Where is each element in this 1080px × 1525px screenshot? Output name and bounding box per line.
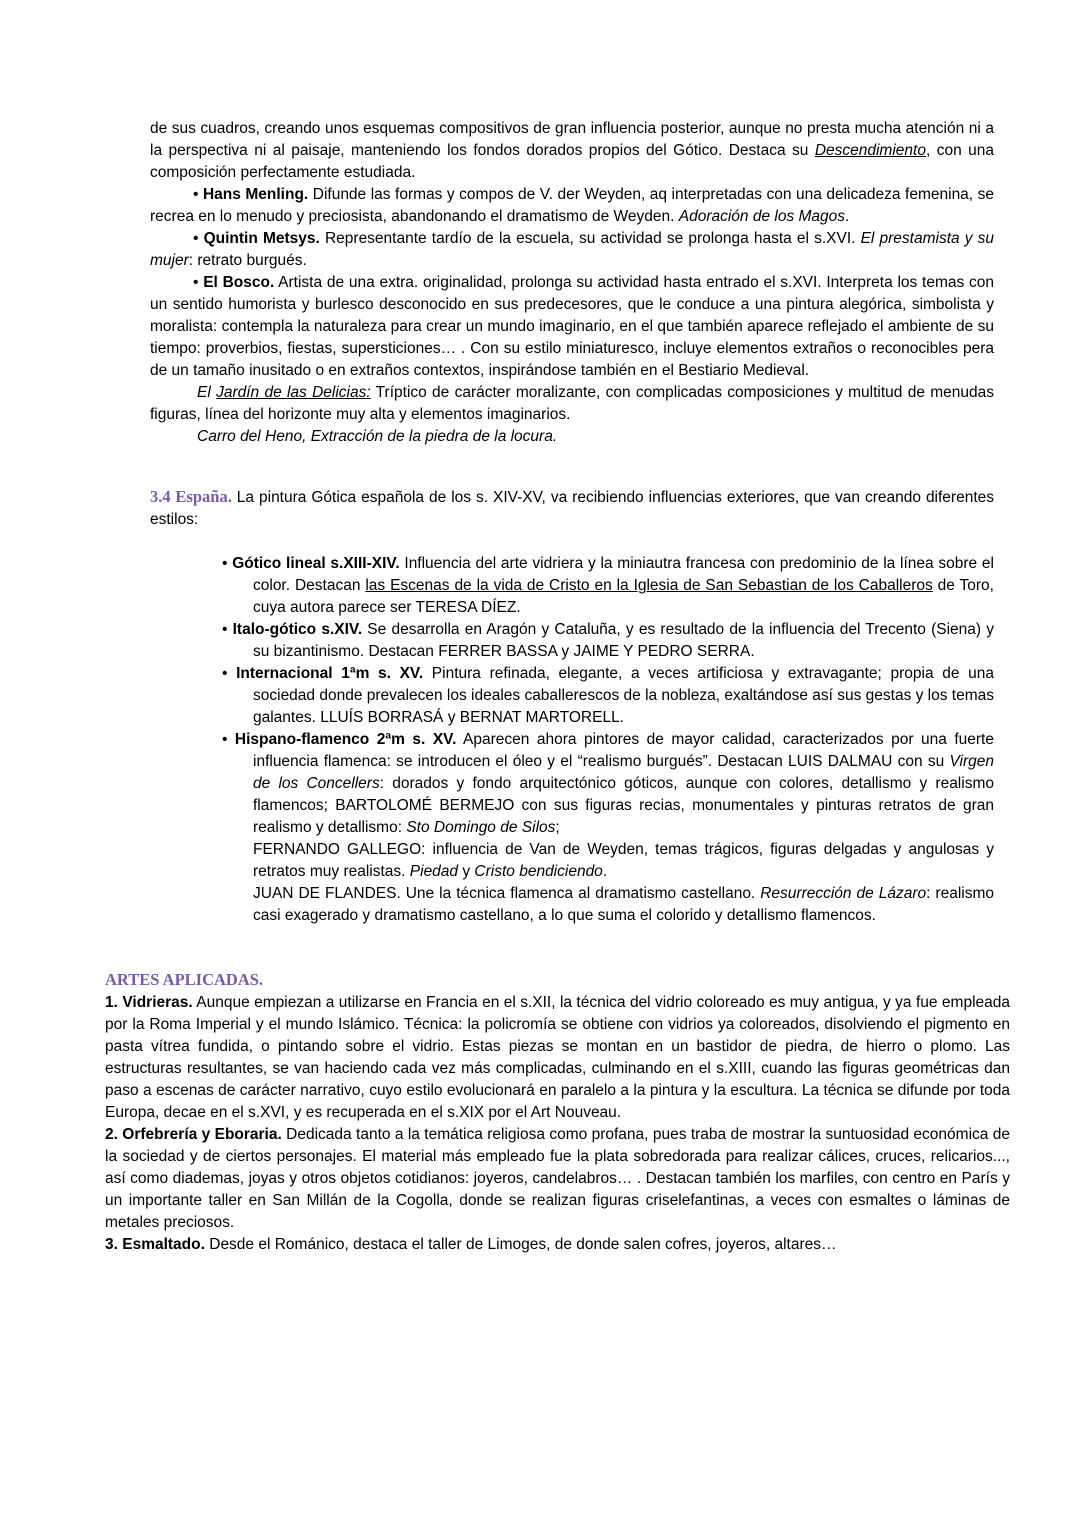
text-run: Difunde las formas y compos de V. der Weyden, aq interpretadas con una delicadeza femenina, se recrea en lo menudo y preciosista, abandonando el dramatismo de Weyden.	[150, 186, 994, 225]
style-name: Hispano-flamenco 2ªm s. XV.	[234, 731, 457, 748]
spain-styles-list	[222, 553, 995, 927]
paragraph-vidrieras	[105, 992, 1010, 1124]
bullet-italo-gotico	[222, 619, 994, 663]
bullet-hispano-flamenco	[222, 729, 994, 839]
artist-name: Quintin Metsys.	[203, 230, 320, 247]
text-run: Pintura refinada, elegante, a veces artificiosa y extravagante; propia de una sociedad donde prevalecen los ideales caballerescos de la nobleza, exaltándose así sus gestas y los temas galantes. LLUÍS BORRASÁ y BERNAT MARTORELL.	[253, 665, 995, 726]
artwork-title: Resurrección de Lázaro	[760, 885, 927, 902]
artwork-title: Piedad	[409, 863, 459, 880]
bullet-glyph: •	[193, 230, 204, 247]
bullet-internacional	[222, 663, 995, 729]
text-run: y	[458, 863, 475, 880]
text-run: .	[602, 863, 608, 880]
text-run: FERNANDO GALLEGO: influencia de Van de Weyden, temas trágicos, figuras delgadas y angulosas y retratos muy realistas.	[253, 841, 994, 880]
paragraph-weyden-continuation	[150, 118, 994, 184]
artwork-title: Adoración de los Magos	[678, 208, 846, 225]
artwork-title: Cristo bendiciendo	[474, 863, 603, 880]
text-run: .	[845, 208, 850, 225]
bullet-glyph: •	[222, 555, 233, 572]
artist-name: Hans Menling.	[202, 186, 309, 203]
spain-intro-text: La pintura Gótica española de los s. XIV-XV, va recibiendo influencias exteriores, que van creando diferentes estilos:	[150, 489, 995, 528]
bullet-el-bosco	[150, 272, 994, 382]
artwork-title: Virgen de los Concellers	[253, 753, 994, 792]
text-run: Representante tardío de la escuela, su actividad se prolonga hasta el s.XVI.	[319, 230, 861, 247]
paragraph-orfebreria-y-eboraria	[105, 1124, 1010, 1234]
style-name: Internacional 1ªm s. XV.	[236, 665, 424, 682]
style-name: Gótico lineal s.XIII-XIV.	[232, 555, 400, 572]
spain-section	[150, 486, 994, 927]
text-run: ;	[555, 819, 560, 836]
artes-heading-paragraph	[105, 969, 1010, 992]
text-run: Desde el Románico, destaca el taller de Limoges, de donde salen cofres, joyeros, altares…	[204, 1236, 837, 1253]
artwork-title: El prestamista y su mujer	[150, 230, 995, 269]
bullet-hans-menling	[150, 184, 994, 228]
artist-name: El Bosco.	[203, 274, 275, 291]
artwork-title: Descendimiento	[814, 142, 926, 159]
section-heading-spain: 3.4 España.	[150, 487, 232, 506]
bullet-gotico-lineal	[222, 553, 994, 619]
text-run: Aunque empiezan a utilizarse en Francia en el s.XII, la técnica del vidrio coloreado es muy antigua, y ya fue empleada por la Roma Imperial y el mundo Islámico. Técnica: la policromía se obtiene con vidrios ya coloreados, disolviendo el pigmento en pasta vítrea fundida, o pintando sobre el vidrio. Estas piezas se montan en un bastidor de piedra, de hierro o plomo. Las estructuras resultantes, se van haciendo cada vez más complicadas, culminando en el s.XIII, cuando las figuras geométricas dan paso a escenas de carácter narrativo, cuyo estilo evolucionará en paralelo a la pintura y la escultura. La técnica se difunde por toda Europa, decae en el s.XVI, y es recuperada en el s.XIX por el Art Nouveau.	[105, 994, 1010, 1121]
paragraph-fernando-gallego	[253, 839, 994, 883]
paragraph-carro-del-heno	[150, 426, 994, 448]
text-run: : realismo casi exagerado y dramatismo castellano, a lo que suma el colorido y detallismo flamencos.	[253, 885, 994, 924]
bullet-glyph: •	[222, 731, 235, 748]
artwork-title: Sto Domingo de Silos	[406, 819, 556, 836]
bullet-glyph: •	[193, 186, 203, 203]
text-run: JUAN DE FLANDES. Une la técnica flamenca al dramatismo castellano.	[253, 885, 761, 902]
artwork-title: Jardín de las Delicias:	[216, 384, 371, 401]
item-title: 2. Orfebrería y Eboraria.	[105, 1126, 282, 1143]
text-run: Dedicada tanto a la temática religiosa como profana, pues traba de mostrar la suntuosidad económica de la sociedad y de ciertos personajes. El material más empleado fue la plata sobredorada para realizar cálices, cruces, relicarios..., así como diademas, joyas y otros objetos cotidianos: joyeros, candelabros… . Destacan también los marfiles, con centro en París y un importante taller en San Millán de la Cogolla, donde se realizan figuras criselefantinas, a veces con esmaltes o láminas de metales preciosos.	[105, 1126, 1010, 1231]
text-run: de sus cuadros, creando unos esquemas compositivos de gran influencia posterior, aunque no presta mucha atención ni a la perspectiva ni al paisaje, manteniendo los fondos dorados propios del Gótico. Destaca su	[150, 120, 994, 159]
paragraph-juan-de-flandes	[253, 883, 994, 927]
style-name: Italo-gótico s.XIV.	[232, 621, 363, 638]
text-run: Influencia del arte vidriera y la miniautra francesa con predominio de la línea sobre el color. Destacan	[253, 555, 994, 594]
flemish-painters-section	[150, 118, 994, 448]
bullet-quintin-metsys	[150, 228, 994, 272]
text-run: Tríptico de carácter moralizante, con complicadas composiciones y multitud de menudas figuras, línea del horizonte muy alta y elementos imaginarios.	[150, 384, 994, 423]
bullet-glyph: •	[193, 274, 204, 291]
bullet-glyph: •	[222, 665, 237, 682]
spain-intro-paragraph	[150, 486, 994, 531]
text-run: , con una composición perfectamente estudiada.	[150, 142, 994, 181]
artwork-title: las Escenas de la vida de Cristo en la Iglesia de San Sebastian de los Caballeros	[365, 577, 933, 594]
text-run: Se desarrolla en Aragón y Cataluña, y es resultado de la influencia del Trecento (Siena) y su bizantinismo. Destacan FERRER BASSA y JAIME Y PEDRO SERRA.	[253, 621, 994, 660]
applied-arts-section	[105, 969, 1010, 1256]
text-run: Aparecen ahora pintores de mayor calidad, caracterizados por una fuerte influencia flamenca: se introducen el óleo y el “realismo burgués”. Destacan LUIS DALMAU con su	[253, 731, 994, 770]
artwork-title: Carro del Heno, Extracción de la piedra de la locura.	[197, 428, 558, 445]
item-title: 3. Esmaltado.	[105, 1236, 205, 1253]
bullet-glyph: •	[222, 621, 233, 638]
paragraph-jardin-de-las-delicias	[150, 382, 994, 426]
item-title: 1. Vidrieras.	[105, 994, 193, 1011]
paragraph-esmaltado	[105, 1234, 1010, 1256]
text-run: de Toro, cuya autora parece ser TERESA DÍEZ.	[253, 577, 994, 616]
section-heading-artes-aplicadas: ARTES APLICADAS.	[105, 970, 264, 989]
text-run: : dorados y fondo arquitectónico góticos, aunque con colores, detallismo y realismo flamencos; BARTOLOMÉ BERMEJO con sus figuras recias, monumentales y pinturas retratos de gran realismo y detallismo:	[253, 775, 994, 836]
text-run: El	[197, 384, 217, 401]
text-run: Artista de una extra. originalidad, prolonga su actividad hasta entrado el s.XVI. Interpreta los temas con un sentido humorista y burlesco desconocido en sus predecesores, que le conduce a una pintura alegórica, simbolista y moralista: contempla la naturaleza para crear un mundo imaginario, en el que también aparece reflejado el ambiente de su tiempo: proverbios, fiestas, supersticiones… . Con su estilo miniaturesco, incluye elementos extraños o reconocibles pera de un tamaño inusitado o en extraños contextos, inspirándose también en el Bestiario Medieval.	[150, 274, 994, 379]
text-run: : retrato burgués.	[188, 252, 307, 269]
